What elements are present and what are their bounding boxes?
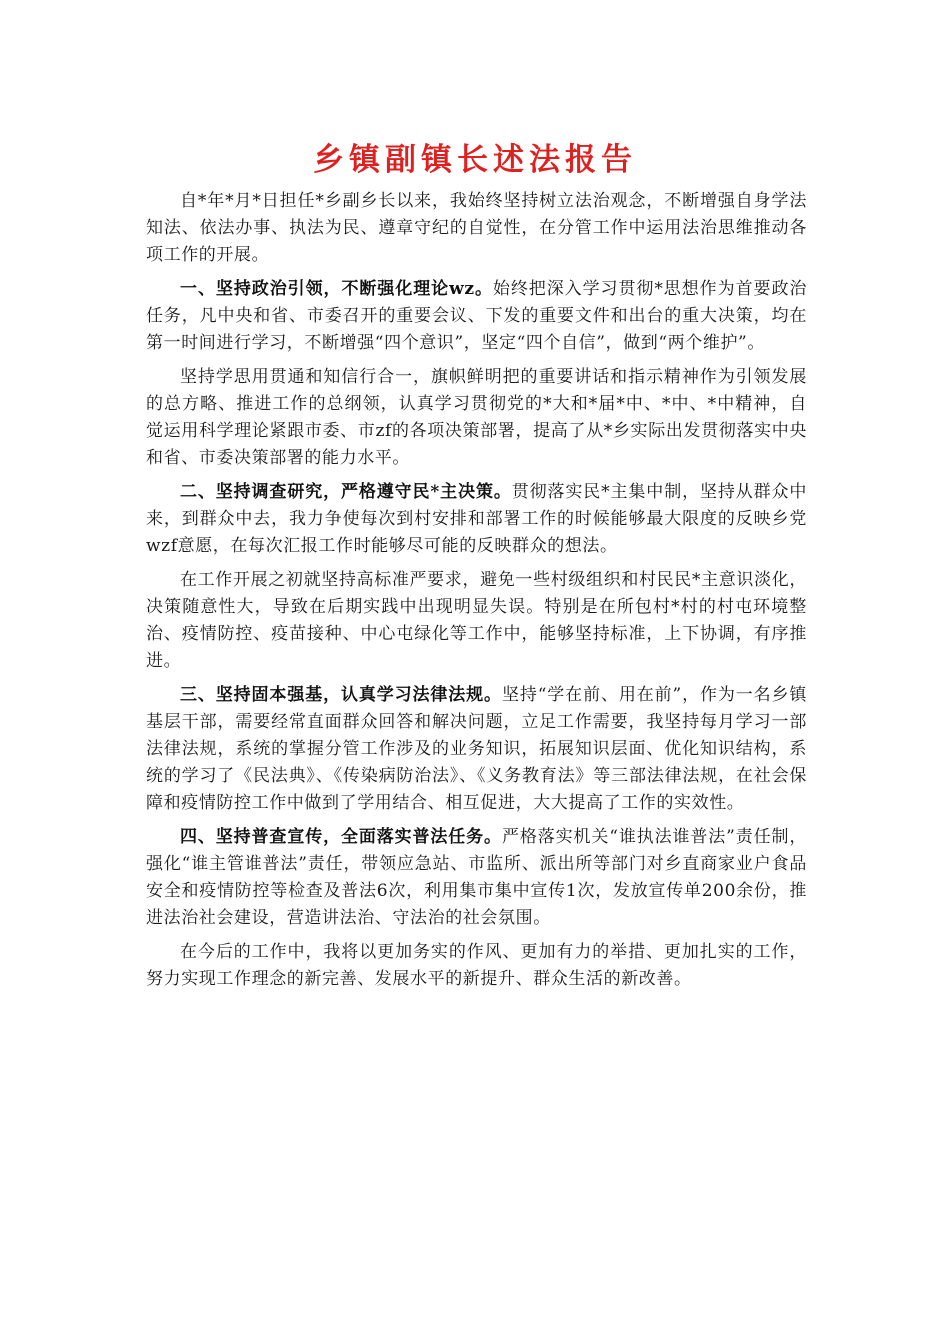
paragraph-heading: 一、坚持政治引领，不断强化理论wz。 [180,279,493,299]
document-body [146,188,807,1000]
paragraph-heading: 三、坚持固本强基，认真学习法律法规。 [180,685,502,705]
paragraph-text: 始终把深入学习贯彻*思想作为首要政治任务，凡中央和省、市委召开的重要会议、下发的重要文件和出台的重大决策，均在第一时间进行学习，不断增强“四个意识”，坚定“四个自信”，做到“两个维护”。 [146,279,807,353]
paragraph-text: 坚持“学在前、用在前”，作为一名乡镇基层干部，需要经常直面群众回答和解决问题，立足工作需要，我坚持每月学习一部法律法规，系统的掌握分管工作涉及的业务知识，拓展知识层面、优化知识结构，系统的学习了《民法典》、《传染病防治法》、《义务教育法》等三部法律法规，在社会保障和疫情防控工作中做到了学用结合、相互促进，大大提高了工作的实效性。 [146,685,807,813]
document-title: 乡镇副镇长述法报告 [313,142,637,178]
paragraph-text: 自*年*月*日担任*乡副乡长以来，我始终坚持树立法治观念，不断增强自身学法知法、依法办事、执法为民、遵章守纪的自觉性，在分管工作中运用法治思维推动各项工作的开展。 [146,191,807,265]
paragraph-section-1 [146,276,807,357]
paragraph-section-1-detail [146,364,807,472]
paragraph-section-2-detail [146,567,807,675]
paragraph-conclusion [146,939,807,993]
paragraph-text: 坚持学思用贯通和知信行合一，旗帜鲜明把的重要讲话和指示精神作为引领发展的总方略、推进工作的总纲领，认真学习贯彻党的*大和*届*中、*中、*中精神，自觉运用科学理论紧跟市委、市zf的各项决策部署，提高了从*乡实际出发贯彻落实中央和省、市委决策部署的能力水平。 [146,367,807,468]
paragraph-section-2 [146,479,807,560]
paragraph-text: 在工作开展之初就坚持高标准严要求，避免一些村级组织和村民民*主意识淡化，决策随意性大，导致在后期实践中出现明显失误。特别是在所包村*村的村屯环境整治、疫情防控、疫苗接种、中心屯绿化等工作中，能够坚持标准，上下协调，有序推进。 [146,570,807,671]
paragraph-heading: 二、坚持调查研究，严格遵守民*主决策。 [180,482,512,502]
paragraph-section-4 [146,824,807,932]
paragraph-intro [146,188,807,269]
paragraph-heading: 四、坚持普查宣传，全面落实普法任务。 [180,827,502,847]
paragraph-text: 在今后的工作中，我将以更加务实的作风、更加有力的举措、更加扎实的工作，努力实现工作理念的新完善、发展水平的新提升、群众生活的新改善。 [146,942,807,989]
paragraph-text: 贯彻落实民*主集中制，坚持从群众中来，到群众中去，我力争使每次到村安排和部署工作的时候能够最大限度的反映乡党wzf意愿，在每次汇报工作时能够尽可能的反映群众的想法。 [146,482,807,556]
paragraph-text: 严格落实机关“谁执法谁普法”责任制，强化“谁主管谁普法”责任，带领应急站、市监所、派出所等部门对乡直商家业户食品安全和疫情防控等检查及普法6次，利用集市集中宣传1次，发放宣传单200余份，推进法治社会建设，营造讲法治、守法治的社会氛围。 [146,827,807,928]
paragraph-section-3 [146,682,807,817]
